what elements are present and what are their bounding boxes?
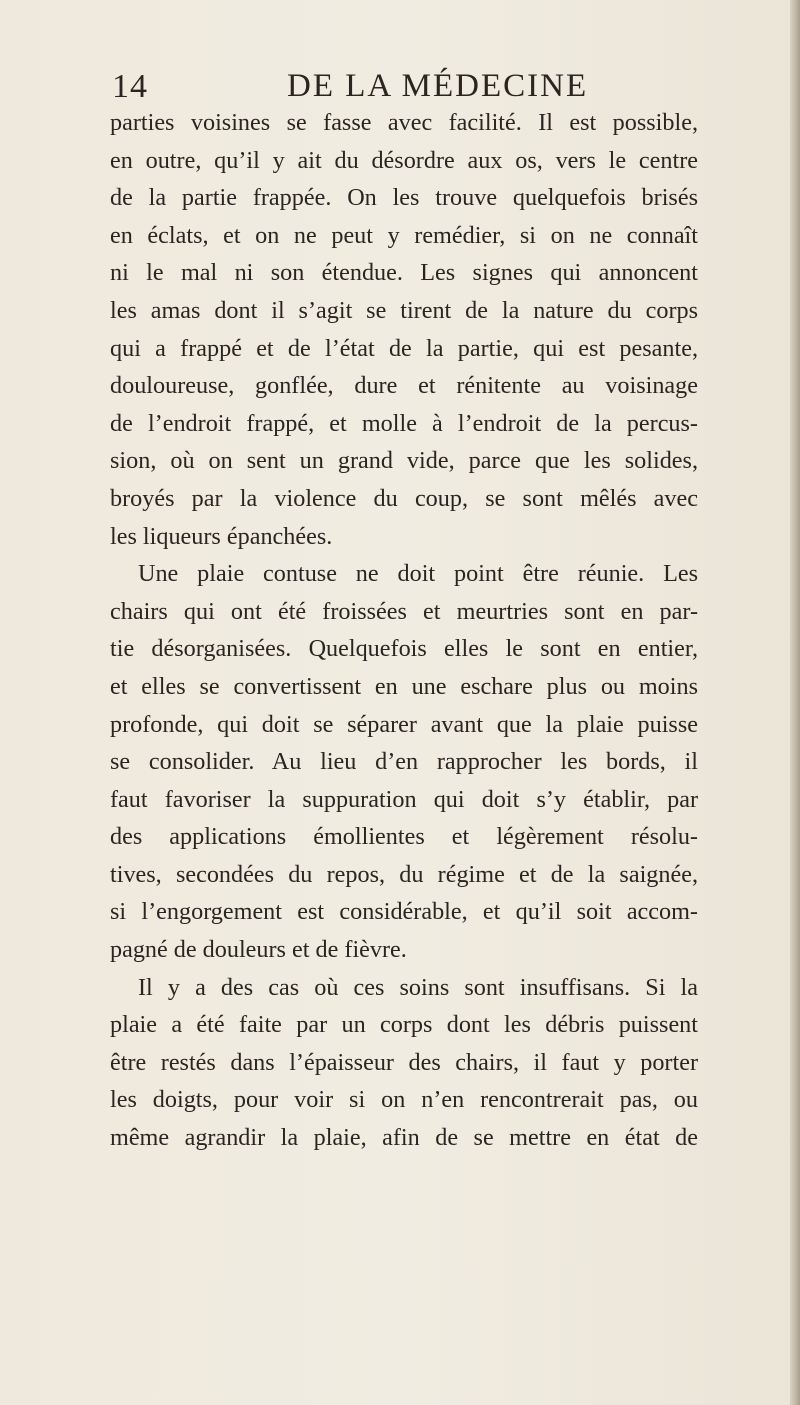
- text-line: si l’engorgement est considérable, et qu’il soit accom-: [110, 898, 698, 926]
- text-line: en éclats, et on ne peut y remédier, si on ne connaît: [110, 221, 698, 249]
- text-line: de l’endroit frappé, et molle à l’endroit de la percus-: [110, 409, 698, 437]
- text-line: les doigts, pour voir si on n’en rencontrerait pas, ou: [110, 1086, 698, 1114]
- text-line: sion, où on sent un grand vide, parce que les solides,: [110, 447, 698, 475]
- body-text: [110, 104, 698, 1157]
- text-line: pagné de douleurs et de fièvre.: [110, 936, 407, 964]
- text-line: profonde, qui doit se séparer avant que la plaie puisse: [110, 710, 698, 738]
- text-line: et elles se convertissent en une eschare plus ou moins: [110, 672, 698, 700]
- text-line: les amas dont il s’agit se tirent de la nature du corps: [110, 296, 698, 324]
- page-number: 14: [112, 68, 148, 105]
- text-line: de la partie frappée. On les trouve quelquefois brisés: [110, 184, 698, 212]
- page-edge-shadow: [790, 0, 800, 1405]
- text-line: parties voisines se fasse avec facilité. Il est possible,: [110, 109, 698, 136]
- text-line: douloureuse, gonflée, dure et rénitente au voisinage: [110, 372, 698, 400]
- text-line: tives, secondées du repos, du régime et de la saignée,: [110, 860, 698, 888]
- text-line: plaie a été faite par un corps dont les débris puissent: [110, 1011, 698, 1039]
- text-line: qui a frappé et de l’état de la partie, qui est pesante,: [110, 334, 698, 362]
- text-line: ni le mal ni son étendue. Les signes qui annoncent: [110, 259, 698, 287]
- text-line: Une plaie contuse ne doit point être réunie. Les: [138, 560, 698, 588]
- text-line: tie désorganisées. Quelquefois elles le sont en entier,: [110, 635, 698, 663]
- text-line: les liqueurs épanchées.: [110, 522, 333, 550]
- text-line: être restés dans l’épaisseur des chairs, il faut y porter: [110, 1048, 698, 1076]
- text-line: broyés par la violence du coup, se sont mêlés avec: [110, 484, 698, 512]
- text-line: même agrandir la plaie, afin de se mettre en état de: [110, 1124, 698, 1152]
- text-line: chairs qui ont été froissées et meurtries sont en par-: [110, 597, 698, 625]
- text-line: Il y a des cas où ces soins sont insuffisans. Si la: [138, 973, 698, 1001]
- text-line: faut favoriser la suppuration qui doit s’y établir, par: [110, 785, 698, 813]
- text-line: des applications émollientes et légèrement résolu-: [110, 823, 698, 851]
- text-line: se consolider. Au lieu d’en rapprocher les bords, il: [110, 748, 698, 776]
- running-title: DE LA MÉDECINE: [287, 68, 589, 104]
- text-line: en outre, qu’il y ait du désordre aux os, vers le centre: [110, 146, 698, 174]
